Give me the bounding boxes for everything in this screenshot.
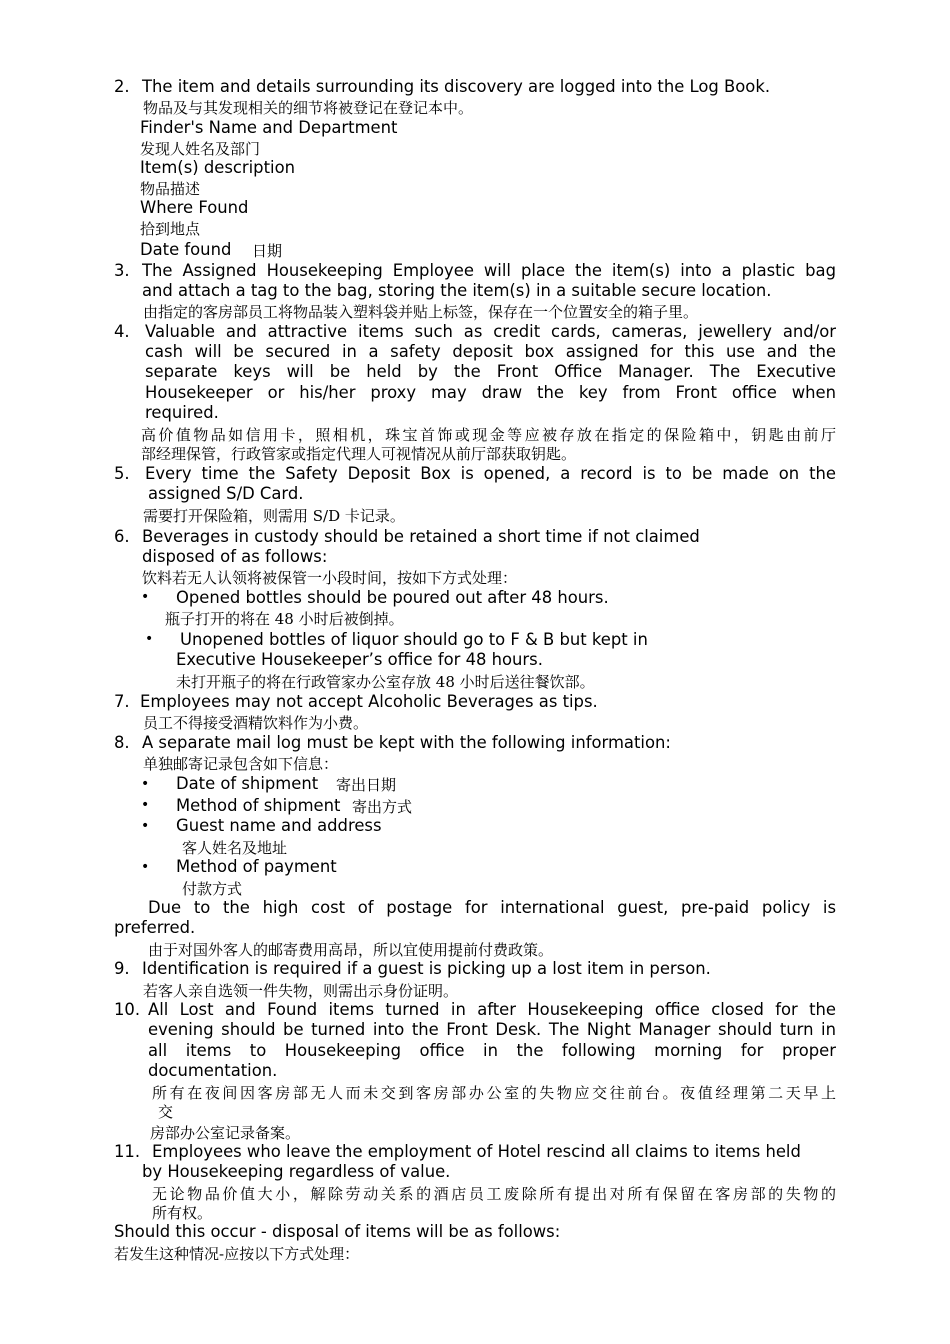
bullet-icon: • (141, 797, 150, 813)
item-10-text-line-2: evening should be turned into the Front Desk. The Night Manager should turn in (148, 1020, 836, 1039)
mail-log-method-of-shipment: Method of shipment (176, 796, 341, 815)
field-where-found-zh: 拾到地点 (140, 220, 201, 238)
item-8-number: 8. (114, 733, 130, 752)
item-10-number: 10. (114, 1000, 141, 1019)
item-4-number: 4. (114, 322, 130, 341)
item-10-text-zh-line-2: 交 (158, 1103, 174, 1121)
item-6-text-line-1: Beverages in custody should be retained a short time if not claimed (142, 527, 700, 546)
item-9-text: Identification is required if a guest is picking up a lost item in person. (142, 959, 711, 978)
item-11-text-line-2: by Housekeeping regardless of value. (142, 1162, 451, 1181)
field-date-found: Date found (140, 240, 232, 259)
bullet-icon: • (141, 589, 150, 605)
postage-note-line-1: Due to the high cost of postage for international guest, pre-paid policy is (148, 898, 836, 917)
field-item-description-zh: 物品描述 (140, 180, 201, 198)
bullet-icon: • (141, 859, 150, 875)
mail-log-method-of-payment-zh: 付款方式 (182, 880, 243, 898)
mail-log-date-of-shipment-zh: 寄出日期 (336, 776, 397, 794)
item-7-number: 7. (114, 692, 130, 711)
mail-log-guest-name-address-zh: 客人姓名及地址 (182, 839, 288, 857)
item-10-text-line-1: All Lost and Found items turned in after Housekeeping office closed for the (148, 1000, 836, 1019)
bullet-icon: • (141, 776, 150, 792)
item-6-bullet-2-line-2: Executive Housekeeper’s office for 48 hours. (176, 650, 543, 669)
closing-text: Should this occur - disposal of items will be as follows: (114, 1222, 561, 1241)
item-4-text-line-1: Valuable and attractive items such as credit cards, cameras, jewellery and/or (145, 322, 836, 341)
postage-note-line-2: preferred. (114, 918, 196, 937)
item-4-text-line-5: required. (145, 403, 219, 422)
item-6-number: 6. (114, 527, 130, 546)
item-4-text-line-3: separate keys will be held by the Front Office Manager. The Executive (145, 362, 836, 381)
item-9-text-zh: 若客人亲自选领一件失物，则需出示身份证明。 (143, 982, 459, 1000)
item-6-text-zh: 饮料若无人认领将被保管一小段时间，按如下方式处理： (142, 569, 518, 587)
field-date-found-zh: 日期 (252, 242, 283, 260)
item-9-number: 9. (114, 959, 130, 978)
field-item-description: Item(s) description (140, 158, 295, 177)
mail-log-guest-name-address: Guest name and address (176, 816, 382, 835)
item-11-number: 11. (114, 1142, 141, 1161)
postage-note-zh: 由于对国外客人的邮寄费用高昂，所以宜使用提前付费政策。 (148, 941, 554, 959)
item-5-text-zh: 需要打开保险箱，则需用 S/D 卡记录。 (143, 507, 405, 525)
item-2-number: 2. (114, 77, 130, 96)
item-6-bullet-1-zh: 瓶子打开的将在 48 小时后被倒掉。 (165, 610, 404, 628)
field-where-found: Where Found (140, 198, 249, 217)
closing-text-zh: 若发生这种情况-应按以下方式处理： (114, 1245, 360, 1263)
field-finder-name: Finder's Name and Department (140, 118, 398, 137)
item-4-text-zh-line-2: 部经理保管，行政管家或指定代理人可视情况从前厅部获取钥匙。 (141, 445, 577, 463)
item-6-bullet-2-zh: 未打开瓶子的将在行政管家办公室存放 48 小时后送往餐饮部。 (176, 673, 595, 691)
item-6-bullet-2-line-1: Unopened bottles of liquor should go to F & B but kept in (180, 630, 648, 649)
item-5-text-line-1: Every time the Safety Deposit Box is opened, a record is to be made on the (145, 464, 836, 483)
item-4-text-line-4: Housekeeper or his/her proxy may draw the key from Front office when (145, 383, 836, 402)
item-10-text-line-4: documentation. (148, 1061, 278, 1080)
item-3-text-zh: 由指定的客房部员工将物品装入塑料袋并贴上标签，保存在一个位置安全的箱子里。 (143, 303, 699, 321)
item-3-number: 3. (114, 261, 130, 280)
item-8-text: A separate mail log must be kept with the following information: (142, 733, 671, 752)
item-7-text-zh: 员工不得接受酒精饮料作为小费。 (143, 714, 369, 732)
item-5-number: 5. (114, 464, 130, 483)
item-10-text-zh-line-3: 房部办公室记录备案。 (150, 1124, 301, 1142)
item-8-text-zh: 单独邮寄记录包含如下信息： (143, 755, 339, 773)
item-11-text-zh-line-1: 无论物品价值大小，解除劳动关系的酒店员工废除所有提出对所有保留在客房部的失物的 (152, 1185, 836, 1203)
item-4-text-line-2: cash will be secured in a safety deposit box assigned for this use and the (145, 342, 836, 361)
bullet-icon: • (145, 631, 154, 647)
item-2-text: The item and details surrounding its discovery are logged into the Log Book. (142, 77, 771, 96)
item-10-text-zh-line-1: 所有在夜间因客房部无人而未交到客房部办公室的失物应交往前台。夜值经理第二天早上 (152, 1084, 836, 1102)
mail-log-method-of-payment: Method of payment (176, 857, 337, 876)
bullet-icon: • (141, 818, 150, 834)
item-6-bullet-1: Opened bottles should be poured out after 48 hours. (176, 588, 609, 607)
item-7-text: Employees may not accept Alcoholic Beverages as tips. (140, 692, 598, 711)
item-4-text-zh-line-1: 高价值物品如信用卡，照相机，珠宝首饰或现金等应被存放在指定的保险箱中，钥匙由前厅 (141, 426, 836, 444)
item-6-text-line-2: disposed of as follows: (142, 547, 328, 566)
field-finder-name-zh: 发现人姓名及部门 (140, 140, 261, 158)
item-11-text-line-1: Employees who leave the employment of Hotel rescind all claims to items held (152, 1142, 801, 1161)
item-3-text-line-1: The Assigned Housekeeping Employee will place the item(s) into a plastic bag (142, 261, 836, 280)
item-3-text-line-2: and attach a tag to the bag, storing the item(s) in a suitable secure location. (142, 281, 772, 300)
mail-log-date-of-shipment: Date of shipment (176, 774, 319, 793)
item-5-text-line-2: assigned S/D Card. (148, 484, 304, 503)
item-10-text-line-3: all items to Housekeeping office in the following morning for proper (148, 1041, 836, 1060)
item-2-text-zh: 物品及与其发现相关的细节将被登记在登记本中。 (143, 99, 474, 117)
mail-log-method-of-shipment-zh: 寄出方式 (352, 798, 413, 816)
item-11-text-zh-line-2: 所有权。 (152, 1204, 213, 1222)
